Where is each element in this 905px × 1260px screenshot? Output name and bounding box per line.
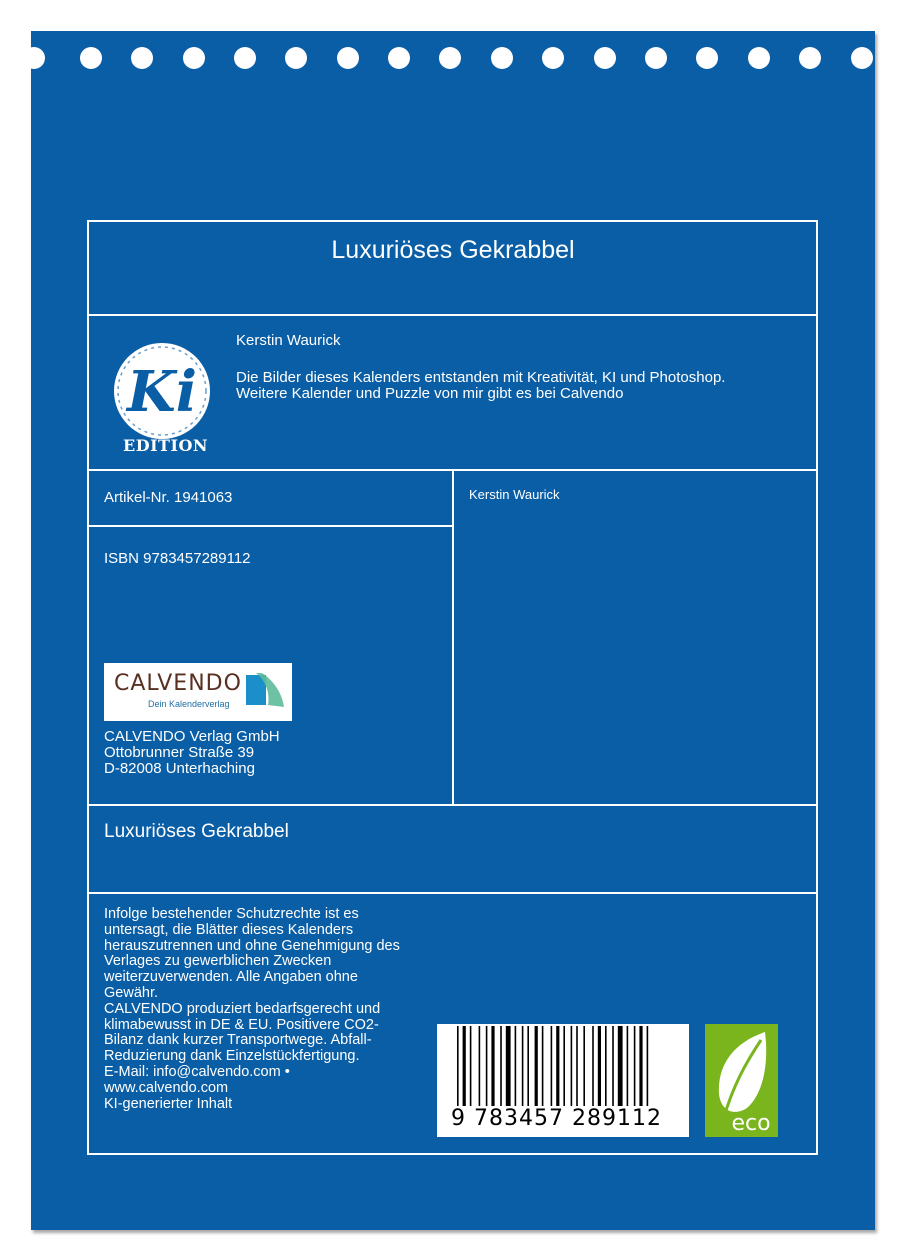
legal-line: Verlages zu gewerblichen Zwecken [104,953,332,970]
divider-legal [87,892,818,894]
binding-hole [234,47,256,69]
address-line: Ottobrunner Straße 39 [104,744,255,761]
binding-hole [23,47,45,69]
isbn-barcode [437,1024,689,1137]
barcode-bar [618,1026,623,1108]
barcode-bar [571,1026,573,1108]
ki-logo-caption: EDITION [123,436,209,455]
binding-hole [542,47,564,69]
calendar-title: Luxuriöses Gekrabbel [331,236,575,264]
barcode-bar [563,1026,565,1108]
calendar-subtitle: Luxuriöses Gekrabbel [104,821,289,842]
legal-line: weiterzuverwenden. Alle Angaben ohne [104,969,358,986]
article-number: Artikel-Nr. 1941063 [104,489,233,506]
barcode-bar [583,1026,585,1108]
barcode-bar [576,1026,578,1108]
barcode-bar [647,1026,649,1108]
binding-hole [285,47,307,69]
legal-line: www.calvendo.com [104,1079,229,1096]
barcode-bar [598,1026,601,1108]
divider-column [452,469,454,805]
author-credit: Kerstin Waurick [469,487,560,502]
barcode-bar [612,1026,614,1108]
author-name: Kerstin Waurick [236,332,341,349]
binding-hole [594,47,616,69]
binding-hole [80,47,102,69]
legal-line: klimabewusst in DE & EU. Positivere CO2- [104,1016,379,1033]
barcode-bar [639,1026,642,1108]
barcode-bar [470,1026,472,1108]
divider-subtitle [87,804,818,806]
legal-line: Reduzierung dank Einzelstückfertigung. [104,1048,360,1065]
barcode-bar [506,1026,511,1108]
barcode-bar [522,1026,524,1108]
barcode-bar [592,1026,594,1108]
barcode-bar [527,1026,529,1108]
legal-line: E-Mail: info@calvendo.com • [104,1063,290,1080]
binding-hole [388,47,410,69]
binding-hole [491,47,513,69]
legal-notice [104,907,449,1112]
calvendo-logo-name: CALVENDO [114,671,242,696]
binding-hole [851,47,873,69]
frame-right [816,220,818,1155]
barcode-digits: 9 783457 289112 [451,1106,662,1131]
calvendo-mark-icon [244,671,286,709]
address-line: CALVENDO Verlag GmbH [104,728,280,745]
barcode-bar [486,1026,488,1108]
calendar-back-cover [31,31,875,1230]
eco-leaf-icon [705,1024,778,1137]
calendar-description: Die Bilder dieses Kalenders entstanden mit Kreativität, KI und Photoshop. Weitere Kalender und Puzzle von mir gibt es bei Calvendo [236,369,726,402]
legal-line: Bilanz dank kurzer Transportwege. Abfall- [104,1032,372,1049]
barcode-bar [556,1026,559,1108]
legal-line: CALVENDO produziert bedarfsgerecht und [104,1000,381,1017]
binding-hole [131,47,153,69]
barcode-bar [634,1026,636,1108]
barcode-bar [542,1026,544,1108]
eco-label: eco [731,1111,771,1136]
legal-line: KI-generierter Inhalt [104,1095,233,1112]
barcode-bar [479,1026,481,1108]
binding-hole [439,47,461,69]
legal-line: Infolge bestehender Schutzrechte ist es [104,906,359,922]
frame-bottom [87,1153,818,1155]
barcode-bar [457,1026,459,1108]
binding-hole [337,47,359,69]
frame-top [87,220,818,222]
calvendo-logo-tagline: Dein Kalenderverlag [148,699,230,709]
barcode-bar [627,1026,629,1108]
calvendo-logo [104,663,292,721]
address-line: D-82008 Unterhaching [104,760,255,777]
binding-hole [696,47,718,69]
ki-logo-letters: Ki [127,359,197,425]
divider-article [87,525,453,527]
frame-left [87,220,89,1155]
barcode-bar [491,1026,494,1108]
binding-hole [183,47,205,69]
barcode-bar [605,1026,607,1108]
legal-line: untersagt, die Blätter dieses Kalenders [104,921,354,938]
isbn-number: ISBN 9783457289112 [104,550,251,567]
barcode-bar [535,1026,538,1108]
barcode-bar [515,1026,517,1108]
barcode-bar [500,1026,502,1108]
binding-hole [799,47,821,69]
barcode-bar [463,1026,466,1108]
divider-title [87,314,818,316]
publisher-address [104,729,280,777]
legal-line: herauszutrennen und ohne Genehmigung des [104,937,400,954]
binding-hole [748,47,770,69]
legal-line: Gewähr. [104,984,158,1001]
barcode-bar [551,1026,553,1108]
binding-hole [645,47,667,69]
